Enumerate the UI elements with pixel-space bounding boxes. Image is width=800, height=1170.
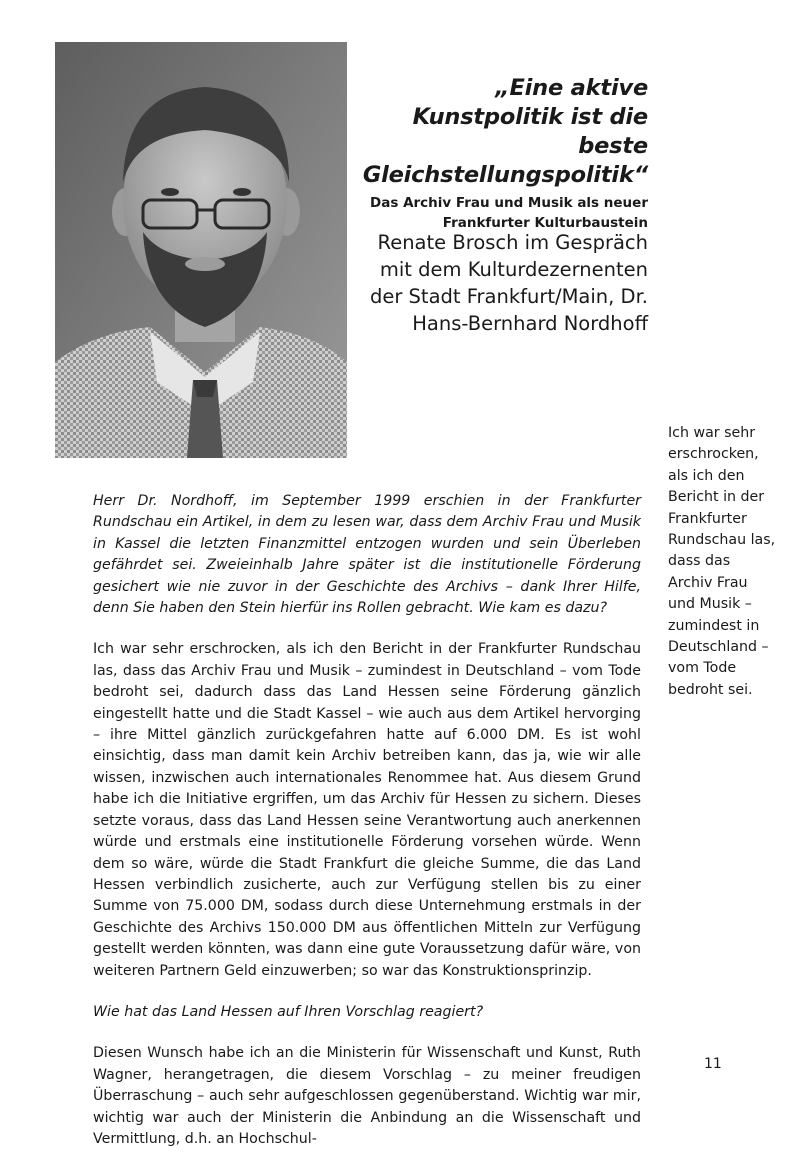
answer-paragraph: Diesen Wunsch habe ich an die Ministerin für Wissenschaft und Kunst, Ruth Wagner, herangetragen, die diesem Vorschlag – zu meiner freudigen Überraschung – auch sehr aufgeschlossen gegenüberstand. Wichtig war mir, wichtig war auch der Ministerin die Anbindung an die Wissenschaft und Vermittlung, d.h. an Hochschul-	[93, 1045, 641, 1147]
pull-quote: Ich war sehr erschrocken, als ich den Bericht in der Frankfurter Rundschau las, dass das Archiv Frau und Musik – zumindest in Deutschland – vom Tode bedroht sei.	[668, 425, 776, 698]
headline-quote: „Eine aktive Kunstpolitik ist die beste Gleichstellungspolitik“	[362, 75, 648, 188]
portrait-photo	[55, 42, 347, 458]
portrait-illustration	[55, 42, 347, 458]
headline	[350, 74, 648, 233]
question-paragraph: Wie hat das Land Hessen auf Ihren Vorschlag reagiert?	[93, 1003, 484, 1020]
question-paragraph: Herr Dr. Nordhoff, im September 1999 erschien in der Frankfurter Rundschau ein Artikel, in dem zu lesen war, dass dem Archiv Frau und Musik in Kassel die letzten Finanzmittel entzogen wurden und sein Überleben gefährdet sei. Zweieinhalb Jahre später ist die institutionelle Förderung gesichert wie nie zuvor in der Geschichte des Archivs – dank Ihrer Hilfe, denn Sie haben den Stein hierfür ins Rollen gebracht. Wie kam es dazu?	[93, 493, 641, 617]
answer-paragraph: Ich war sehr erschrocken, als ich den Bericht in der Frankfurter Rundschau las, dass das Archiv Frau und Musik – zumindest in Deutschland – vom Tode bedroht sei, dadurch dass das Land Hessen seine Förderung gänzlich eingestellt hatte und die Stadt Kassel – wie auch aus dem Artikel hervorging – ihre Mittel gänzlich zurückgefahren hatte auf 6.000 DM. Es ist wohl einsichtig, dass man damit kein Archiv betreiben kann, das ja, wie wir alle wissen, inzwischen auch internationales Renommee hat. Aus diesem Grund habe ich die Initiative ergriffen, um das Archiv für Hessen zu sichern. Dieses setzte voraus, dass das Land Hessen seine Verantwortung auch anerkennen würde und erstmals eine institutionelle Förderung vorsehen würde. Wenn dem so wäre, würde die Stadt Frankfurt die gleiche Summe, die das Land Hessen verbindlich zusicherte, auch zur Verfügung stellen bis zu einer Summe von 75.000 DM, sodass durch diese Unternehmung erstmals in der Geschichte des Archivs 150.000 DM aus öffentlichen Mitteln zur Verfügung gestellt werden könnten, was dann eine gute Voraussetzung dafür wäre, von weiteren Partnern Geld einzuwerben; so war das Konstruktionsprinzip.	[93, 641, 641, 979]
article-body	[93, 491, 641, 1170]
interview-line: Renate Brosch im Gespräch mit dem Kulturdezernenten der Stadt Frankfurt/Main, Dr. Hans-Bernhard Nordhoff	[369, 231, 648, 335]
page-number: 11	[704, 1056, 722, 1072]
headline-subtitle: Das Archiv Frau und Musik als neuer Frankfurter Kulturbaustein	[370, 195, 648, 231]
